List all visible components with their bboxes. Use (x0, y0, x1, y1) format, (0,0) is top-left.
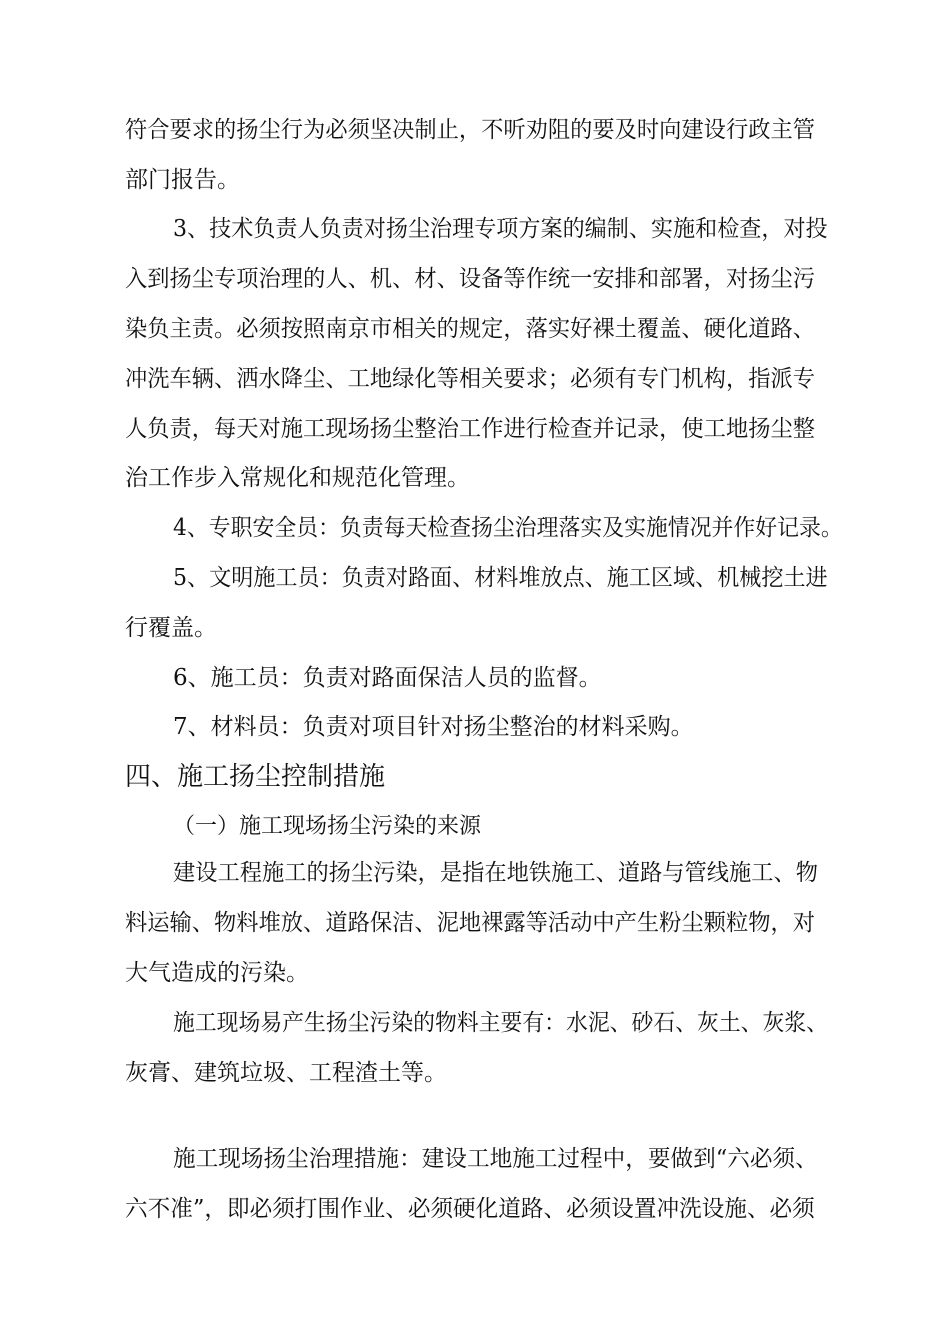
paragraph-line: 人负责，每天对施工现场扬尘整治工作进行检查并记录，使工地扬尘整 (125, 416, 815, 442)
paragraph-line: 建设工程施工的扬尘污染，是指在地铁施工、道路与管线施工、物 (173, 860, 818, 886)
paragraph-line: 料运输、物料堆放、道路保洁、泥地裸露等活动中产生粉尘颗粒物，对 (125, 910, 815, 936)
paragraph-line: 施工现场易产生扬尘污染的物料主要有：水泥、砂石、灰土、灰浆、 (173, 1010, 829, 1036)
subsection-heading: （一）施工现场扬尘污染的来源 (173, 814, 482, 839)
paragraph-line: 符合要求的扬尘行为必须坚决制止，不听劝阻的要及时向建设行政主管 (125, 117, 815, 143)
paragraph-line: 5、文明施工员：负责对路面、材料堆放点、施工区域、机械挖土进 (173, 565, 828, 591)
paragraph-line: 入到扬尘专项治理的人、机、材、设备等作统一安排和部署，对扬尘污 (125, 266, 815, 292)
paragraph-line: 3、技术负责人负责对扬尘治理专项方案的编制、实施和检查，对投 (173, 216, 828, 242)
paragraph-line: 冲洗车辆、洒水降尘、工地绿化等相关要求；必须有专门机构，指派专 (125, 366, 815, 392)
paragraph-line: 六不准”，即必须打围作业、必须硬化道路、必须设置冲洗设施、必须 (125, 1196, 815, 1222)
section-heading: 四、施工扬尘控制措施 (125, 762, 386, 792)
paragraph-line: 大气造成的污染。 (125, 960, 309, 986)
paragraph-line: 灰膏、建筑垃圾、工程渣土等。 (125, 1060, 447, 1086)
paragraph-line: 7、材料员：负责对项目针对扬尘整治的材料采购。 (173, 714, 694, 740)
paragraph-line: 行覆盖。 (125, 615, 217, 641)
paragraph-line: 治工作步入常规化和规范化管理。 (125, 465, 470, 491)
paragraph-line: 4、专职安全员：负责每天检查扬尘治理落实及实施情况并作好记录。 (173, 515, 843, 541)
paragraph-line: 施工现场扬尘治理措施：建设工地施工过程中，要做到“六必须、 (173, 1146, 818, 1172)
paragraph-line: 部门报告。 (125, 167, 240, 193)
paragraph-line: 染负主责。必须按照南京市相关的规定，落实好裸土覆盖、硬化道路、 (125, 316, 815, 342)
paragraph-line: 6、施工员：负责对路面保洁人员的监督。 (173, 665, 602, 691)
